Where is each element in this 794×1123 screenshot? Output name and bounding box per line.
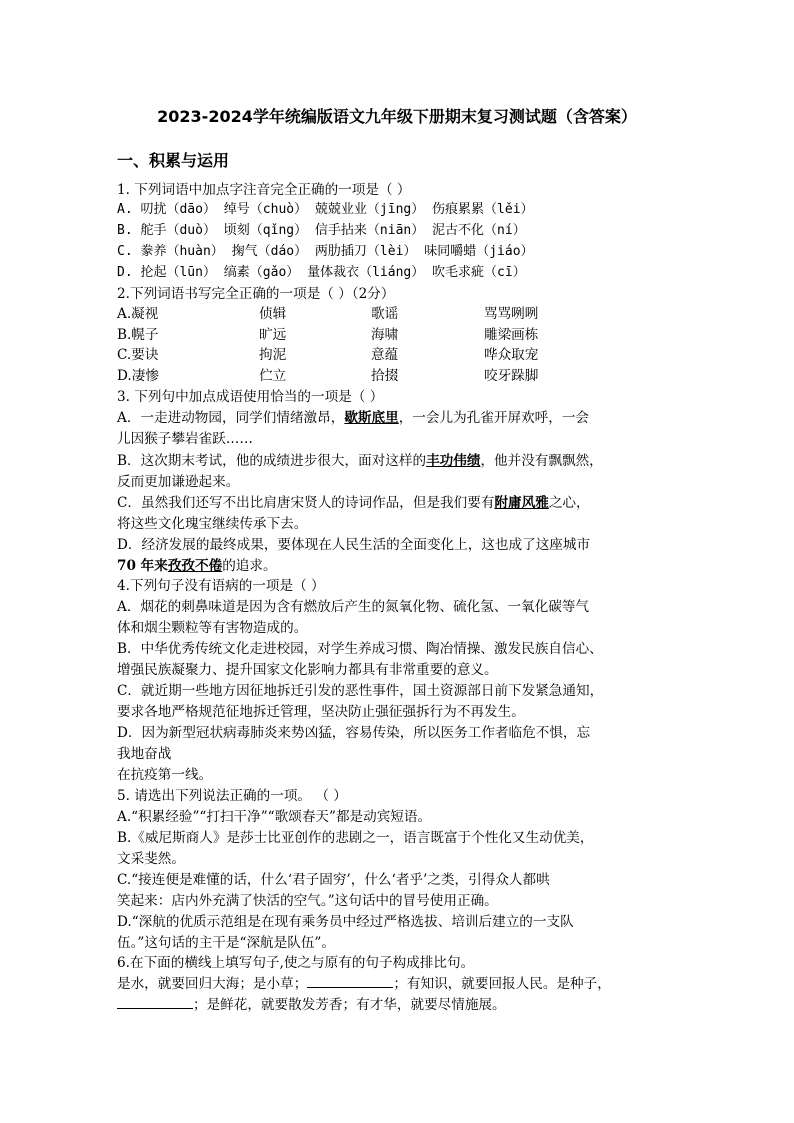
section-heading: 一、积累与运用 bbox=[117, 151, 230, 170]
q4-stem: 4.下列句子没有语病的一项是（ ） bbox=[117, 578, 325, 594]
q2-option-c-word4: 哗众取宠 bbox=[484, 347, 539, 363]
q2-option-d-word1: D.凄惨 bbox=[117, 368, 159, 384]
q5-stem: 5. 请选出下列说法正确的一项。 （ ） bbox=[117, 788, 347, 804]
q3-stem: 3. 下列句中加点成语使用恰当的一项是（ ） bbox=[117, 389, 384, 405]
q4-option-d-line2: 我地奋战 bbox=[117, 746, 172, 762]
q3-d-idiom: 孜孜不倦 bbox=[167, 558, 223, 574]
q2-option-d-word3: 拾掇 bbox=[371, 368, 399, 384]
q4-option-d-line1: D．因为新型冠状病毒肺炎来势凶猛，容易传染，所以医务工作者临危不惧，忘 bbox=[117, 725, 591, 741]
q6-text-a: 是水，就要回归大海；是小草； bbox=[117, 976, 308, 992]
q5-option-d-line1: D.“深航的优质示范组是在现有乘务员中经过严格选拔、培训后建立的一支队 bbox=[117, 914, 574, 930]
q3-b-text-post: ，他并没有飘飘然， bbox=[480, 453, 603, 469]
document-title: 2023-2024学年统编版语文九年级下册期末复习测试题（含答案） bbox=[157, 107, 637, 126]
q6-stem: 6.在下面的横线上填写句子,使之与原有的句子构成排比句。 bbox=[117, 955, 475, 971]
q3-c-text-post: 之心， bbox=[548, 495, 590, 511]
q4-option-b-line1: B．中华优秀传统文化走进校园，对学生养成习惯、陶冶情操、激发民族自信心、 bbox=[117, 641, 603, 657]
q3-c-idiom: 附庸风雅 bbox=[494, 495, 549, 511]
q3-b-text-pre: B．这次期末考试，他的成绩进步很大，面对这样的 bbox=[117, 453, 427, 469]
q2-option-b-word3: 海啸 bbox=[371, 327, 399, 343]
q2-option-b-word2: 旷远 bbox=[259, 327, 287, 343]
q6-blank-1[interactable] bbox=[307, 973, 393, 988]
q4-option-c-line2: 要求各地严格规范征地拆迁管理，坚决防止强征强拆行为不再发生。 bbox=[117, 704, 525, 720]
q4-option-a-line2: 体和烟尘颗粒等有害物造成的。 bbox=[117, 620, 308, 636]
q4-option-a-line1: A．烟花的刺鼻味道是因为含有燃放后产生的氮氧化物、硫化氢、一氧化碳等气 bbox=[117, 599, 590, 615]
q6-sentence-line1 bbox=[117, 973, 611, 994]
q3-option-b-line1 bbox=[117, 451, 603, 471]
q4-option-d-line3: 在抗疫第一线。 bbox=[117, 767, 213, 783]
q3-option-b-line2: 反而更加谦逊起来。 bbox=[117, 474, 240, 490]
q3-option-a-line1 bbox=[117, 408, 589, 428]
q2-stem: 2.下列词语书写完全正确的一项是（ ）（2分） bbox=[117, 286, 395, 302]
q3-option-c-line1 bbox=[117, 493, 590, 513]
q3-option-d-line2 bbox=[117, 556, 277, 576]
q5-option-c-line2: 笑起来：店内外充满了快活的空气。”这句话中的冒号使用正确。 bbox=[117, 893, 498, 909]
q5-option-c-line1: C.“接连便是难懂的话，什么‘君子固穷’，什么‘者乎’之类，引得众人都哄 bbox=[117, 872, 550, 888]
q1-option-c: C. 豢养（huàn） 掬气（dáo） 两肋插刀（lèi） 味同嚼蜡（jiáo） bbox=[117, 244, 534, 259]
q2-option-a-word1: A.凝视 bbox=[117, 306, 159, 322]
q5-option-b-line1: B.《威尼斯商人》是莎士比亚创作的悲剧之一，语言既富于个性化又生动优美， bbox=[117, 830, 594, 846]
q5-option-a: A.“积累经验”“打扫干净”“歌颂春天”都是动宾短语。 bbox=[117, 809, 432, 825]
q3-option-c-line2: 将这些文化瑰宝继续传承下去。 bbox=[117, 516, 308, 532]
q6-text-c: ；是鲜花，就要散发芳香；有才华，就要尽情施展。 bbox=[193, 997, 506, 1013]
q3-a-text-post: ，一会儿为孔雀开屏欢呼，一会 bbox=[398, 410, 590, 426]
q3-c-text-pre: C．虽然我们还写不出比肩唐宋贤人的诗词作品，但是我们要有 bbox=[117, 495, 495, 511]
q1-option-a: A. 叨扰（dāo） 绰号（chuò） 兢兢业业（jīng） 伤痕累累（lěi） bbox=[117, 202, 534, 217]
q1-stem: 1. 下列词语中加点字注音完全正确的一项是（ ） bbox=[117, 182, 411, 198]
q3-b-idiom: 丰功伟绩 bbox=[426, 453, 481, 469]
q5-option-b-line2: 文采斐然。 bbox=[117, 851, 185, 867]
q2-option-c-word3: 意蕴 bbox=[371, 347, 399, 363]
q2-option-b-word4: 雕梁画栋 bbox=[484, 327, 539, 343]
q2-option-c-word1: C.要诀 bbox=[117, 347, 159, 363]
q3-option-d-line1: D．经济发展的最终成果，要体现在人民生活的全面变化上，这也成了这座城市 bbox=[117, 537, 591, 553]
q3-a-idiom: 歇斯底里 bbox=[344, 410, 399, 426]
q5-option-d-line2: 伍。”这句话的主干是“深航是队伍”。 bbox=[117, 935, 335, 951]
q6-blank-2[interactable] bbox=[117, 994, 193, 1009]
q4-option-b-line2: 增强民族凝聚力、提升国家文化影响力都具有非常重要的意义。 bbox=[117, 662, 498, 678]
q2-option-a-word3: 歌谣 bbox=[371, 306, 399, 322]
q2-option-c-word2: 拘泥 bbox=[259, 347, 287, 363]
q2-option-a-word2: 侦辑 bbox=[259, 306, 287, 322]
q2-option-d-word2: 伫立 bbox=[259, 368, 287, 384]
q3-option-a-line2: 儿因猴子攀岩雀跃…… bbox=[117, 431, 253, 447]
q3-d-text-post: 的追求。 bbox=[222, 558, 277, 574]
q1-option-d: D. 抡起（lūn） 缟素（gǎo） 量体裁衣（liáng） 吹毛求疵（cī） bbox=[117, 265, 526, 280]
q1-option-b: B. 舵手（duò） 顷刻（qǐng） 信手拈来（niān） 泥古不化（ní） bbox=[117, 223, 526, 238]
q2-option-a-word4: 骂骂咧咧 bbox=[484, 306, 539, 322]
q2-option-d-word4: 咬牙跺脚 bbox=[484, 368, 539, 384]
q4-option-c-line1: C．就近期一些地方因征地拆迁引发的恶性事件，国土资源部日前下发紧急通知， bbox=[117, 683, 604, 699]
q3-d-text-pre: 70 年来 bbox=[117, 558, 168, 574]
q6-text-b: ；有知识，就要回报人民。是种子， bbox=[393, 976, 611, 992]
q2-option-b-word1: B.幌子 bbox=[117, 327, 159, 343]
q3-a-text-pre: A．一走进动物园，同学们情绪激昂， bbox=[117, 410, 345, 426]
q6-sentence-line2 bbox=[117, 994, 506, 1015]
